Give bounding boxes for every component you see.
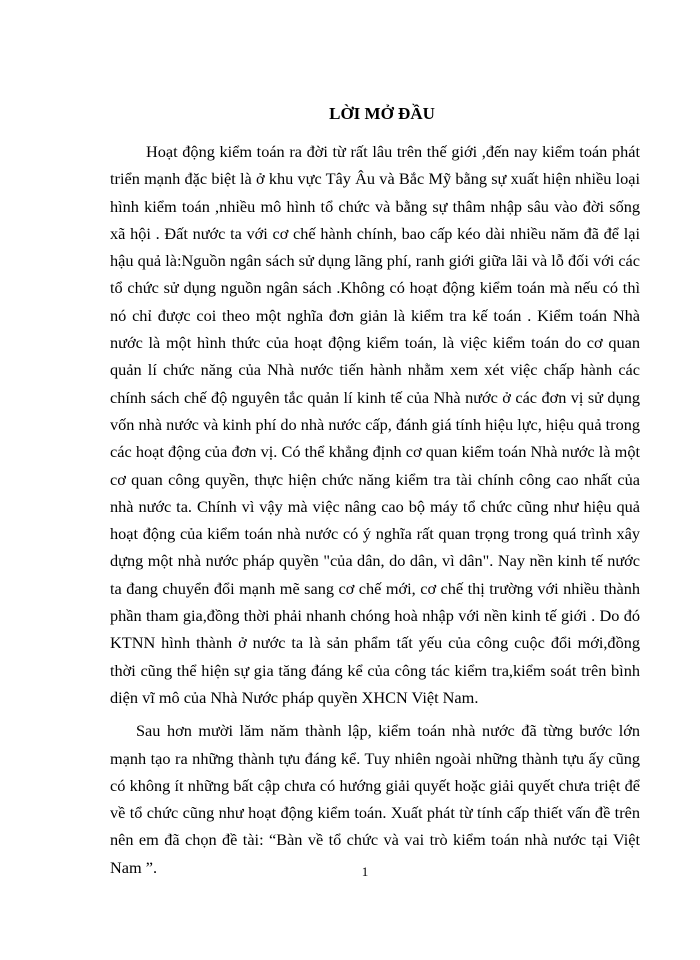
intro-paragraph-1: Hoạt động kiểm toán ra đời từ rất lâu trên thế giới ,đến nay kiểm toán phát triển mạnh đặc biệt là ở khu vực Tây Âu và Bắc Mỹ bằng sự xuất hiện nhiều loại hình kiểm toán ,nhiều mô hình tổ chức và bằng sự thâm nhập sâu vào đời sống xã hội . Đất nước ta với cơ chế hành chính, bao cấp kéo dài nhiều năm đã để lại hậu quả là:Nguồn ngân sách sử dụng lãng phí, ranh giới giữa lãi và lỗ đối với các tổ chức sử dụng nguồn ngân sách .Không có hoạt động kiểm toán mà nếu có thì nó chỉ được coi theo một nghĩa đơn giản là kiểm tra kế toán . Kiểm toán Nhà nước là một hình thức của hoạt động kiểm toán, là việc kiểm toán do cơ quan quản lí chức năng của Nhà nước tiến hành nhằm xem xét việc chấp hành các chính sách chế độ nguyên tắc quản lí kinh tế của Nhà nước ở các đơn vị sử dụng vốn nhà nước và kinh phí do nhà nước cấp, đánh giá tính hiệu lực, hiệu quả trong các hoạt động của đơn vị. Có thể khẳng định cơ quan kiểm toán Nhà nước là một cơ quan công quyền, thực hiện chức năng kiểm tra tài chính công cao nhất của nhà nước ta. Chính vì vậy mà việc nâng cao bộ máy tổ chức cũng như hiệu quả hoạt động của kiểm toán nhà nước có ý nghĩa rất quan trọng trong quá trình xây dựng một nhà nước pháp quyền "của dân, do dân, vì dân". Nay nền kinh tế nước ta đang chuyển đổi mạnh mẽ sang cơ chế mới, cơ chế thị trường với nhiều thành phần tham gia,đồng thời phải nhanh chóng hoà nhập với nền kinh tế giới . Do đó KTNN hình thành ở nước ta là sản phẩm tất yếu của công cuộc đổi mới,đồng thời cũng thể hiện sự gia tăng đáng kể của công tác kiểm tra,kiểm soát trên bình diện vĩ mô của Nhà Nước pháp quyền XHCN Việt Nam.: [110, 142, 640, 707]
document-title: LỜI MỞ ĐẦU: [329, 104, 435, 123]
intro-paragraph-2: Sau hơn mười lăm năm thành lập, kiểm toán nhà nước đã từng bước lớn mạnh tạo ra những thành tựu đáng kể. Tuy nhiên ngoài những thành tựu ấy cũng có không ít những bất cập chưa có hướng giải quyết hoặc giải quyết chưa triệt để về tổ chức cũng như hoạt động kiểm toán. Xuất phát từ tính cấp thiết vấn đề trên nên em đã chọn đề tài: “Bàn về tổ chức và vai trò kiểm toán nhà nước tại Việt Nam ”.: [110, 721, 640, 877]
page-number: 1: [361, 864, 369, 879]
document-body: [110, 104, 640, 881]
